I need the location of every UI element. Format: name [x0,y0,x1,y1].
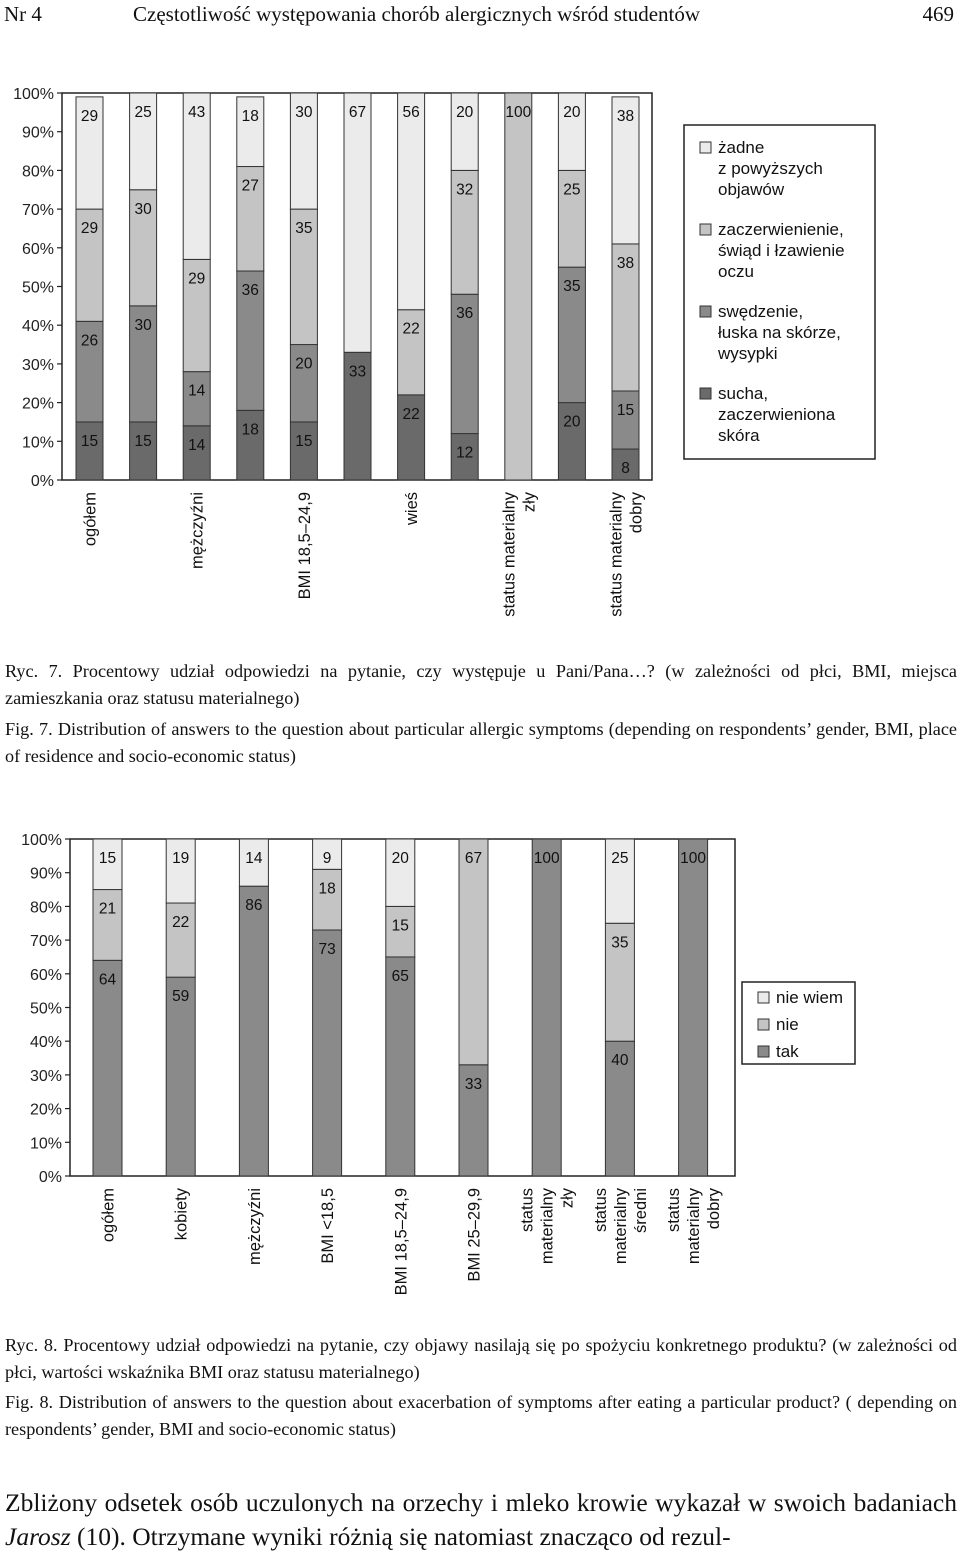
y-tick-label: 0% [38,1169,62,1186]
category-label: status materialny [607,492,626,617]
data-label: 22 [402,405,420,423]
category-label: dobry [627,492,646,534]
data-label: 20 [456,104,474,121]
running-header [0,0,960,34]
y-tick-label: 10% [21,434,54,452]
data-label: 35 [563,278,581,296]
data-label: 29 [188,270,206,288]
legend-swatch [758,1019,769,1030]
bar-segment [166,977,195,1176]
legend-swatch [700,142,711,153]
data-label: 26 [80,332,99,350]
data-label: 8 [621,460,630,478]
data-label: 18 [241,107,259,125]
legend-swatch [700,224,711,235]
bar-segment [130,422,157,480]
bar-segment [93,960,122,1176]
category-label: materialny [538,1188,557,1265]
y-tick-label: 20% [21,395,54,413]
data-label: 15 [616,401,635,419]
data-label: 9 [322,850,332,867]
legend-swatch [700,306,711,317]
data-label: 15 [134,432,152,450]
y-tick-label: 90% [21,124,54,142]
data-label: 36 [241,282,259,300]
data-label: 100 [680,850,707,867]
y-tick-label: 80% [29,899,62,917]
data-label: 67 [464,850,483,867]
data-label: 21 [98,900,117,918]
figure-8-caption-pl: Ryc. 8. Procentowy udział odpowiedzi na pytanie, czy objawy nasilają się po spożyciu konkretnego produktu? (w zależności od płci, wartości wskaźnika BMI oraz statusu materialnego) [5,1335,957,1382]
category-label: status [665,1188,684,1233]
data-label: 14 [188,382,206,400]
category-label: zły [520,492,539,513]
category-label: materialny [611,1188,630,1265]
legend-label: nie wiem [776,988,844,1007]
bar-segment [532,839,561,1176]
running-title: Częstotliwość występowania chorób alergicznych wśród studentów [133,2,701,26]
category-label: status materialny [500,492,519,617]
y-tick-label: 10% [29,1135,62,1153]
bar-segment [313,930,342,1176]
legend-label: zaczerwieniona [718,405,836,424]
data-label: 59 [172,988,190,1006]
category-label: dobry [705,1188,724,1230]
legend-label: wysypki [718,344,778,363]
data-label: 15 [295,432,313,450]
data-label: 30 [295,104,313,121]
bar-segment [76,422,103,480]
legend-swatch [758,1046,769,1057]
y-tick-label: 90% [29,865,62,883]
data-label: 15 [98,850,117,867]
category-label: mężczyźni [245,1188,264,1266]
y-tick-label: 40% [21,318,54,336]
data-label: 20 [295,355,313,373]
data-label: 14 [188,436,206,454]
y-tick-label: 70% [21,202,54,220]
category-label: średni [631,1188,650,1233]
data-label: 38 [616,254,635,272]
data-label: 29 [80,220,99,238]
category-label: BMI <18,5 [319,1188,338,1264]
legend-label: z powyższych [718,159,823,178]
legend-label: sucha, [718,384,769,403]
data-label: 67 [348,104,367,121]
data-label: 25 [563,181,581,199]
bar-segment [313,869,342,930]
legend-label: żadne [718,138,765,157]
y-tick-label: 0% [30,473,54,490]
data-label: 33 [464,1075,483,1093]
y-tick-label: 30% [29,1067,62,1085]
data-label: 56 [402,104,420,121]
category-label: kobiety [172,1188,191,1241]
figure-7-caption-en: Fig. 7. Distribution of answers to the question about particular allergic symptoms (depending on respondents’ gender, BMI, place of residence and socio-economic status) [5,719,957,766]
data-label: 18 [318,880,336,898]
data-label: 86 [245,897,263,915]
category-label: wieś [403,492,422,526]
category-label: materialny [685,1188,704,1265]
data-label: 25 [134,104,152,121]
data-label: 20 [391,850,409,867]
y-tick-label: 40% [29,1034,62,1052]
legend-label: nie [776,1015,799,1034]
data-label: 20 [563,104,581,121]
data-label: 36 [456,305,474,323]
y-tick-label: 20% [29,1101,62,1119]
y-tick-label: 100% [13,86,54,103]
data-label: 73 [318,940,336,958]
legend-label: łuska na skórze, [718,323,841,342]
legend-label: tak [776,1042,799,1061]
data-label: 100 [505,104,532,121]
bar-segment [459,839,488,1065]
data-label: 33 [348,363,367,381]
data-label: 20 [563,413,581,431]
page-number: 469 [922,2,954,26]
data-label: 30 [134,316,152,334]
category-label: BMI 18,5–24,9 [295,492,314,600]
data-label: 64 [98,971,117,989]
data-label: 32 [456,181,474,199]
y-tick-label: 80% [21,163,54,181]
author-name: Jarosz [5,1522,71,1551]
data-label: 43 [188,104,206,121]
data-label: 35 [611,934,629,952]
y-tick-label: 60% [29,966,62,984]
data-label: 15 [80,432,99,450]
legend-label: skóra [718,426,760,445]
legend-swatch [700,388,711,399]
y-tick-label: 50% [21,279,54,297]
y-tick-label: 30% [21,356,54,374]
legend-label: objawów [718,180,785,199]
figure-7-caption-pl: Ryc. 7. Procentowy udział odpowiedzi na pytanie, czy występuje u Pani/Pana…? (w zależności od płci, BMI, miejsca zamieszkania oraz statusu materialnego) [5,661,957,708]
legend-label: oczu [718,262,754,281]
y-tick-label: 70% [29,933,62,951]
data-label: 25 [611,850,629,867]
legend-label: swędzenie, [718,302,804,321]
data-label: 27 [241,177,259,195]
bar-segment [166,839,195,903]
data-label: 22 [172,914,190,932]
legend-swatch [758,992,769,1003]
data-label: 65 [391,967,409,985]
data-label: 15 [391,917,409,935]
data-label: 30 [134,200,152,218]
bar-segment [612,391,639,449]
data-label: 29 [80,107,99,125]
legend-label: świąd i łzawienie [718,241,845,260]
data-label: 38 [616,107,635,125]
bar-segment [290,422,317,480]
data-label: 22 [402,320,420,338]
figure-8-chart [0,810,960,1330]
category-label: mężczyźni [188,492,207,570]
data-label: 35 [295,220,313,238]
data-label: 100 [533,850,560,867]
figure-7-chart [0,70,960,720]
data-label: 14 [245,850,263,867]
data-label: 40 [611,1052,629,1070]
bar-segment [344,93,371,352]
y-tick-label: 100% [21,832,62,849]
y-tick-label: 50% [29,1000,62,1018]
bar-segment [239,886,268,1176]
issue-number: Nr 4 [4,2,42,26]
category-label: BMI 18,5–24,9 [392,1188,411,1296]
category-label: ogółem [81,492,100,547]
figure-8-caption-en: Fig. 8. Distribution of answers to the question about exacerbation of symptoms after eating a particular product? ( depending on respondents’ gender, BMI and socio-economic status) [5,1392,957,1439]
category-label: ogółem [99,1188,118,1243]
y-tick-label: 60% [21,240,54,258]
bar-segment [386,957,415,1176]
category-label: zły [558,1188,577,1209]
data-label: 18 [241,421,259,439]
category-label: BMI 25–29,9 [465,1188,484,1282]
category-label: status [518,1188,537,1233]
bar-segment [398,93,425,310]
bar-segment [679,839,708,1176]
legend-label: zaczerwienienie, [718,220,844,239]
bar-segment [505,93,532,480]
data-label: 19 [172,850,190,867]
data-label: 12 [456,444,474,462]
body-paragraph: Zbliżony odsetek osób uczulonych na orzechy i mleko krowie wykazał w swoich badaniach Jarosz (10). Otrzymane wyniki różnią się natomiast znacząco od rezul- [5,1488,957,1551]
category-label: status [591,1188,610,1233]
